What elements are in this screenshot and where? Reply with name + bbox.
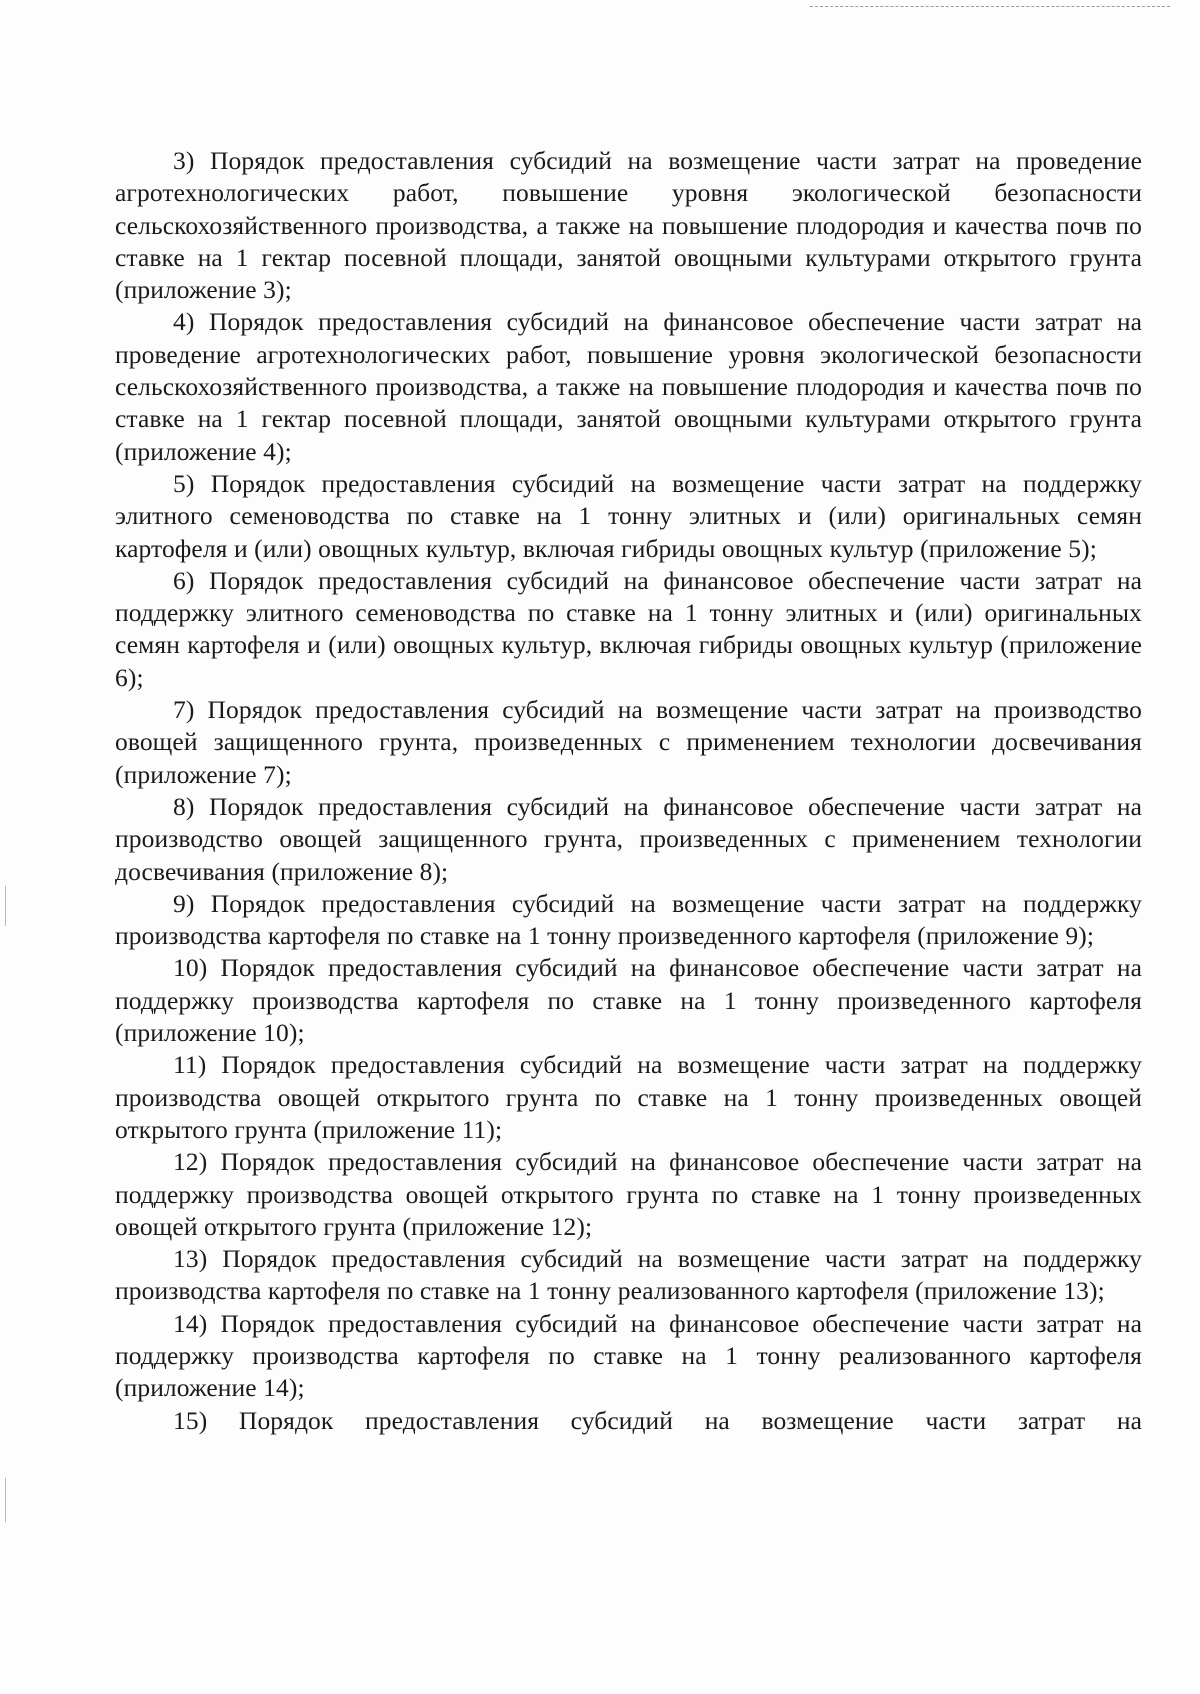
document-body bbox=[115, 145, 1142, 1437]
clause-12: 12) Порядок предоставления субсидий на финансовое обеспечение части затрат на поддержку производства овощей открытого грунта по ставке на 1 тонну произведенных овощей открытого грунта (приложение 12); bbox=[115, 1147, 1142, 1241]
scan-artifact-mark bbox=[5, 1478, 6, 1522]
scan-edge-line bbox=[810, 6, 1170, 7]
clause-7: 7) Порядок предоставления субсидий на возмещение части затрат на производство овощей защищенного грунта, произведенных с применением технологии досвечивания (приложение 7); bbox=[115, 695, 1142, 789]
clause-8: 8) Порядок предоставления субсидий на финансовое обеспечение части затрат на производство овощей защищенного грунта, произведенных с применением технологии досвечивания (приложение 8); bbox=[115, 791, 1142, 886]
clause-3: 3) Порядок предоставления субсидий на возмещение части затрат на проведение агротехнологических работ, повышение уровня экологической безопасности сельскохозяйственного производства, а также на повышение плодородия и качества почв по ставке на 1 гектар посевной площади, занятой овощными культурами открытого грунта (приложение 3); bbox=[115, 146, 1142, 305]
clause-14: 14) Порядок предоставления субсидий на финансовое обеспечение части затрат на поддержку производства картофеля по ставке на 1 тонну реализованного картофеля (приложение 14); bbox=[115, 1308, 1142, 1403]
clause-4: 4) Порядок предоставления субсидий на финансовое обеспечение части затрат на проведение агротехнологических работ, повышение уровня экологической безопасности сельскохозяйственного производства, а также на повышение плодородия и качества почв по ставке на 1 гектар посевной площади, занятой овощными культурами открытого грунта (приложение 4); bbox=[115, 307, 1142, 466]
clause-13: 13) Порядок предоставления субсидий на возмещение части затрат на поддержку производства картофеля по ставке на 1 тонну реализованного картофеля (приложение 13); bbox=[115, 1244, 1142, 1306]
clause-5: 5) Порядок предоставления субсидий на возмещение части затрат на поддержку элитного семеноводства по ставке на 1 тонну элитных и (или) оригинальных семян картофеля и (или) овощных культур, включая гибриды овощных культур (приложение 5); bbox=[115, 468, 1142, 563]
clause-10: 10) Порядок предоставления субсидий на финансовое обеспечение части затрат на поддержку производства картофеля по ставке на 1 тонну произведенного картофеля (приложение 10); bbox=[115, 953, 1142, 1048]
clause-6: 6) Порядок предоставления субсидий на финансовое обеспечение части затрат на поддержку элитного семеноводства по ставке на 1 тонну элитных и (или) оригинальных семян картофеля и (или) овощных культур, включая гибриды овощных культур (приложение 6); bbox=[115, 565, 1142, 692]
scan-artifact-mark bbox=[5, 886, 6, 926]
clause-11: 11) Порядок предоставления субсидий на возмещение части затрат на поддержку производства овощей открытого грунта по ставке на 1 тонну произведенных овощей открытого грунта (приложение 11); bbox=[115, 1050, 1142, 1144]
clause-15: 15) Порядок предоставления субсидий на возмещение части затрат на bbox=[173, 1405, 1142, 1435]
clause-9: 9) Порядок предоставления субсидий на возмещение части затрат на поддержку производства картофеля по ставке на 1 тонну произведенного картофеля (приложение 9); bbox=[115, 888, 1142, 951]
